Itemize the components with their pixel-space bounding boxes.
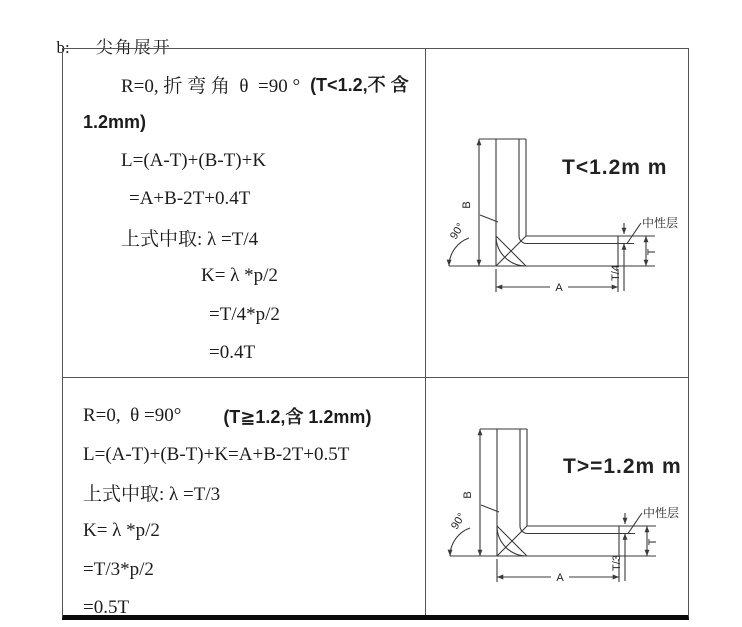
- label-neutral-offset: T/3: [611, 555, 623, 571]
- formula-cell-row2: [63, 378, 426, 619]
- formula-line: K= λ *p/2: [201, 265, 278, 287]
- formula-line: 上式中取: λ =T/3: [83, 484, 221, 506]
- formula-line: [83, 65, 425, 103]
- angle-arc: [450, 528, 470, 556]
- diagram-cell-row1: [426, 49, 688, 377]
- angle-tick: [480, 215, 498, 222]
- formula-condition: (T<1.2,不 含: [310, 75, 409, 96]
- formula-cell-row1: [63, 49, 426, 377]
- label-a: A: [555, 282, 563, 294]
- formula-line: =0.4T: [209, 341, 256, 363]
- diagram-title: T<1.2m m: [562, 156, 668, 179]
- label-t: T: [647, 538, 659, 546]
- formula-line: =0.5T: [83, 597, 130, 619]
- formula-line: K= λ *p/2: [83, 520, 160, 542]
- angle-arc: [449, 238, 469, 266]
- label-neutral-layer: 中性层: [642, 216, 679, 230]
- neutral-leader-line: [628, 513, 642, 534]
- formula-line: 上式中取: λ =T/4: [121, 229, 259, 251]
- formula-line: 1.2mm): [83, 112, 147, 133]
- spec-table: [62, 48, 689, 620]
- label-t: T: [646, 248, 658, 256]
- label-b: B: [461, 201, 473, 209]
- formula-condition: (T≧1.2,含 1.2mm): [223, 407, 372, 428]
- neutral-leader-line: [627, 223, 641, 244]
- table-row-thick-sheet: [63, 378, 688, 619]
- formula-line: =T/4*p/2: [209, 303, 280, 325]
- formula-text: R=0, 折 弯 角 θ =90 °: [121, 75, 301, 97]
- label-angle: 90°: [447, 221, 467, 242]
- label-angle: 90°: [448, 511, 468, 532]
- label-b: B: [462, 491, 474, 499]
- formula-text: R=0, θ =90°: [83, 405, 182, 427]
- section-title: 尖角展开: [95, 38, 172, 57]
- diagram-cell-row2: [426, 378, 688, 615]
- section-label: b:: [56, 38, 70, 57]
- angle-tick: [481, 505, 499, 512]
- diagram-title: T>=1.2m m: [563, 455, 682, 478]
- label-neutral-offset: T/4: [610, 265, 622, 281]
- formula-line: [83, 397, 425, 435]
- formula-line: =A+B-2T+0.4T: [129, 188, 251, 210]
- formula-line: =T/3*p/2: [83, 558, 154, 580]
- label-neutral-layer: 中性层: [643, 506, 680, 520]
- formula-line: L=(A-T)+(B-T)+K=A+B-2T+0.5T: [83, 443, 350, 465]
- label-a: A: [556, 572, 564, 584]
- formula-line: L=(A-T)+(B-T)+K: [121, 149, 267, 171]
- table-row-thin-sheet: [63, 49, 688, 378]
- bend-diagram-thin: [434, 121, 688, 321]
- bend-diagram-thick: [435, 411, 688, 611]
